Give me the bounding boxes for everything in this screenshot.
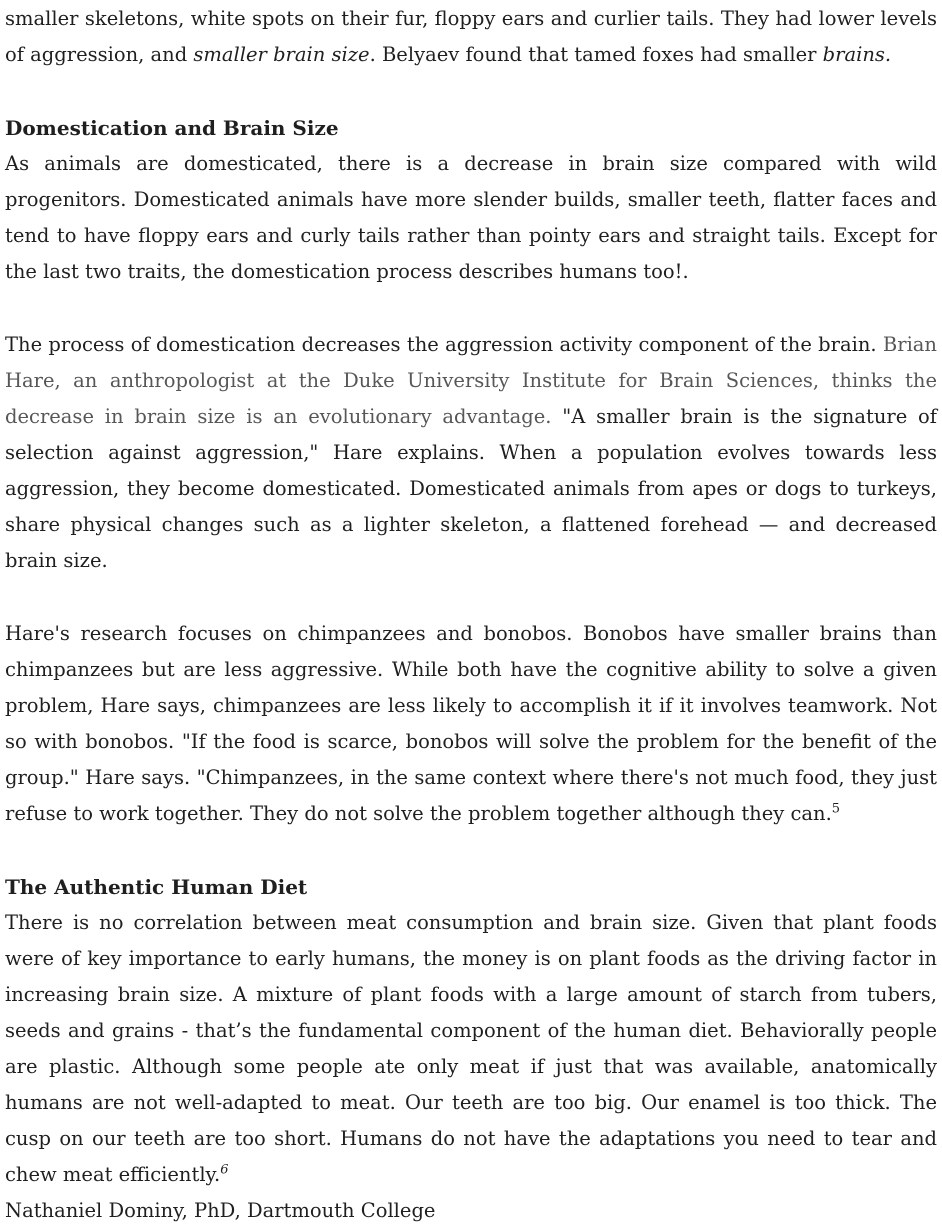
heading-domestication-and-brain-size: Domestication and Brain Size bbox=[5, 116, 339, 140]
footnote-ref-5: 5 bbox=[831, 801, 841, 817]
attribution-line: Nathaniel Dominy, PhD, Dartmouth College bbox=[5, 1199, 436, 1222]
domestication-p2-run-1: The process of domestication decreases the aggression activity component of the brain. bbox=[5, 333, 883, 356]
domestication-p3-run-1: Hare's research focuses on chimpanzees and bonobos. Bonobos have smaller brains than chimpanzees but are less aggressive. While both have the cognitive ability to solve a given problem, Hare says, chimpanzees are less likely to accomplish it if it involves teamwork. Not so with bonobos. "If the food is scarce, bonobos will solve the problem for the benefit of the group." Hare says. "Chimpanzees, in the same context where there's not much food, they just refuse to work together. They do not solve the problem together although they can. bbox=[5, 622, 937, 825]
footnote-ref-6: 6 bbox=[220, 1162, 229, 1178]
intro-run-3: . Belyaev found that tamed foxes had smaller bbox=[369, 43, 823, 66]
intro-run-italic-smaller-brain-size: smaller brain size bbox=[193, 43, 370, 66]
domestication-paragraph-3 bbox=[5, 616, 937, 832]
domestication-p2-run-3: "A smaller brain is the signature of selection against aggression," Hare explains. When a population evolves towards less aggression, they become domesticated. Domesticated animals from apes or dogs to turkeys, share physical changes such as a lighter skeleton, a flattened forehead — and decreased brain size. bbox=[5, 405, 937, 572]
diet-p1-run-1: There is no correlation between meat consumption and brain size. Given that plant foods were of key importance to early humans, the money is on plant foods as the driving factor in increasing brain size. A mixture of plant foods with a large amount of starch from tubers, seeds and grains - that’s the fundamental component of the human diet. Behaviorally people are plastic. Although some people ate only meat if just that was available, anatomically humans are not well-adapted to meat. Our teeth are too big. Our enamel is too thick. The cusp on our teeth are too short. Humans do not have the adaptations you need to tear and chew meat efficiently. bbox=[5, 911, 937, 1186]
domestication-p2-run-muted-brian-hare: Brian Hare, an anthropologist at the Duke University Institute for Brain Sciences, thinks the decrease in brain size is an evolutionary advantage. bbox=[5, 333, 937, 428]
intro-run-1: smaller skeletons, white spots on their fur, floppy ears and curlier tails. They had lower levels of aggression, and bbox=[5, 7, 937, 66]
domestication-paragraph-2 bbox=[5, 327, 937, 579]
diet-paragraph-1 bbox=[5, 905, 937, 1193]
intro-run-italic-brains: brains. bbox=[822, 43, 892, 66]
domestication-paragraph-1: As animals are domesticated, there is a decrease in brain size compared with wild progenitors. Domesticated animals have more slender builds, smaller teeth, flatter faces and tend to have floppy ears and curly tails rather than pointy ears and straight tails. Except for the last two traits, the domestication process describes humans too!. bbox=[5, 152, 937, 283]
heading-the-authentic-human-diet: The Authentic Human Diet bbox=[5, 875, 308, 899]
intro-paragraph bbox=[5, 1, 937, 73]
